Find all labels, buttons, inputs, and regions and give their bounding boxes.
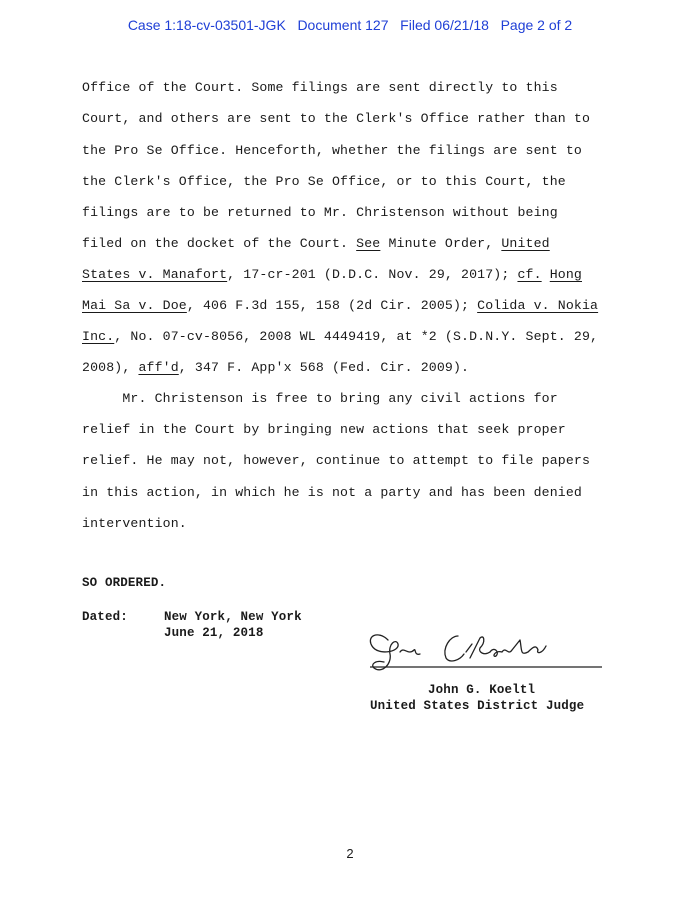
text-run: , 347 F. App'x 568 (Fed. Cir. 2009). [178,360,470,375]
body-line: Mr. Christenson is free to bring any civil actions for [82,391,558,406]
case-header: Case 1:18-cv-03501-JGK Document 127 Filed 06/21/18 Page 2 of 2 [127,17,573,33]
body-line [82,267,582,282]
text-run: 2008), [82,360,139,375]
body-line: the Pro Se Office. Henceforth, whether the filings are sent to [82,143,582,158]
text-run: filed on the docket of the Court. [82,236,357,251]
judge-name: John G. Koeltl [428,683,536,697]
body-line [82,360,469,375]
body-line: the Clerk's Office, the Pro Se Office, or to this Court, the [82,174,566,189]
body-line [82,236,550,251]
case-name: Mai Sa v. Doe [82,298,187,313]
body-line: relief. He may not, however, continue to attempt to file papers [82,453,591,468]
judge-signature [360,622,610,686]
signal-see: See [356,236,381,251]
body-line: in this action, in which he is not a party and has been denied [82,485,582,500]
body-line [82,329,598,344]
judge-title: United States District Judge [370,699,585,713]
case-name: United [501,236,550,251]
dated-date: June 21, 2018 [164,626,264,640]
body-line [82,298,598,313]
body-line: Office of the Court. Some filings are sent directly to this [82,80,558,95]
body-line: intervention. [82,516,187,531]
case-name: Colida v. Nokia [477,298,599,313]
text-run: , 17-cr-201 (D.D.C. Nov. 29, 2017); [227,267,518,282]
case-name: States v. Manafort [82,267,228,282]
text-run: Minute Order, [380,236,502,251]
page-number: 2 [346,846,354,861]
signal-cf: cf. [517,267,542,282]
so-ordered: SO ORDERED. [82,576,167,590]
text-run: , No. 07-cv-8056, 2008 WL 4449419, at *2 (S.D.N.Y. Sept. 29, [114,329,599,344]
dated-place: New York, New York [164,610,302,624]
signal-affd: aff'd [138,360,179,375]
case-name: Hong [549,267,582,282]
text-run [542,267,550,282]
body-line: relief in the Court by bringing new actions that seek proper [82,422,566,437]
body-line: filings are to be returned to Mr. Christenson without being [82,205,558,220]
case-name: Inc. [82,329,115,344]
dated-label: Dated: [82,610,128,624]
text-run: , 406 F.3d 155, 158 (2d Cir. 2005); [186,298,478,313]
body-line: Court, and others are sent to the Clerk's Office rather than to [82,111,591,126]
